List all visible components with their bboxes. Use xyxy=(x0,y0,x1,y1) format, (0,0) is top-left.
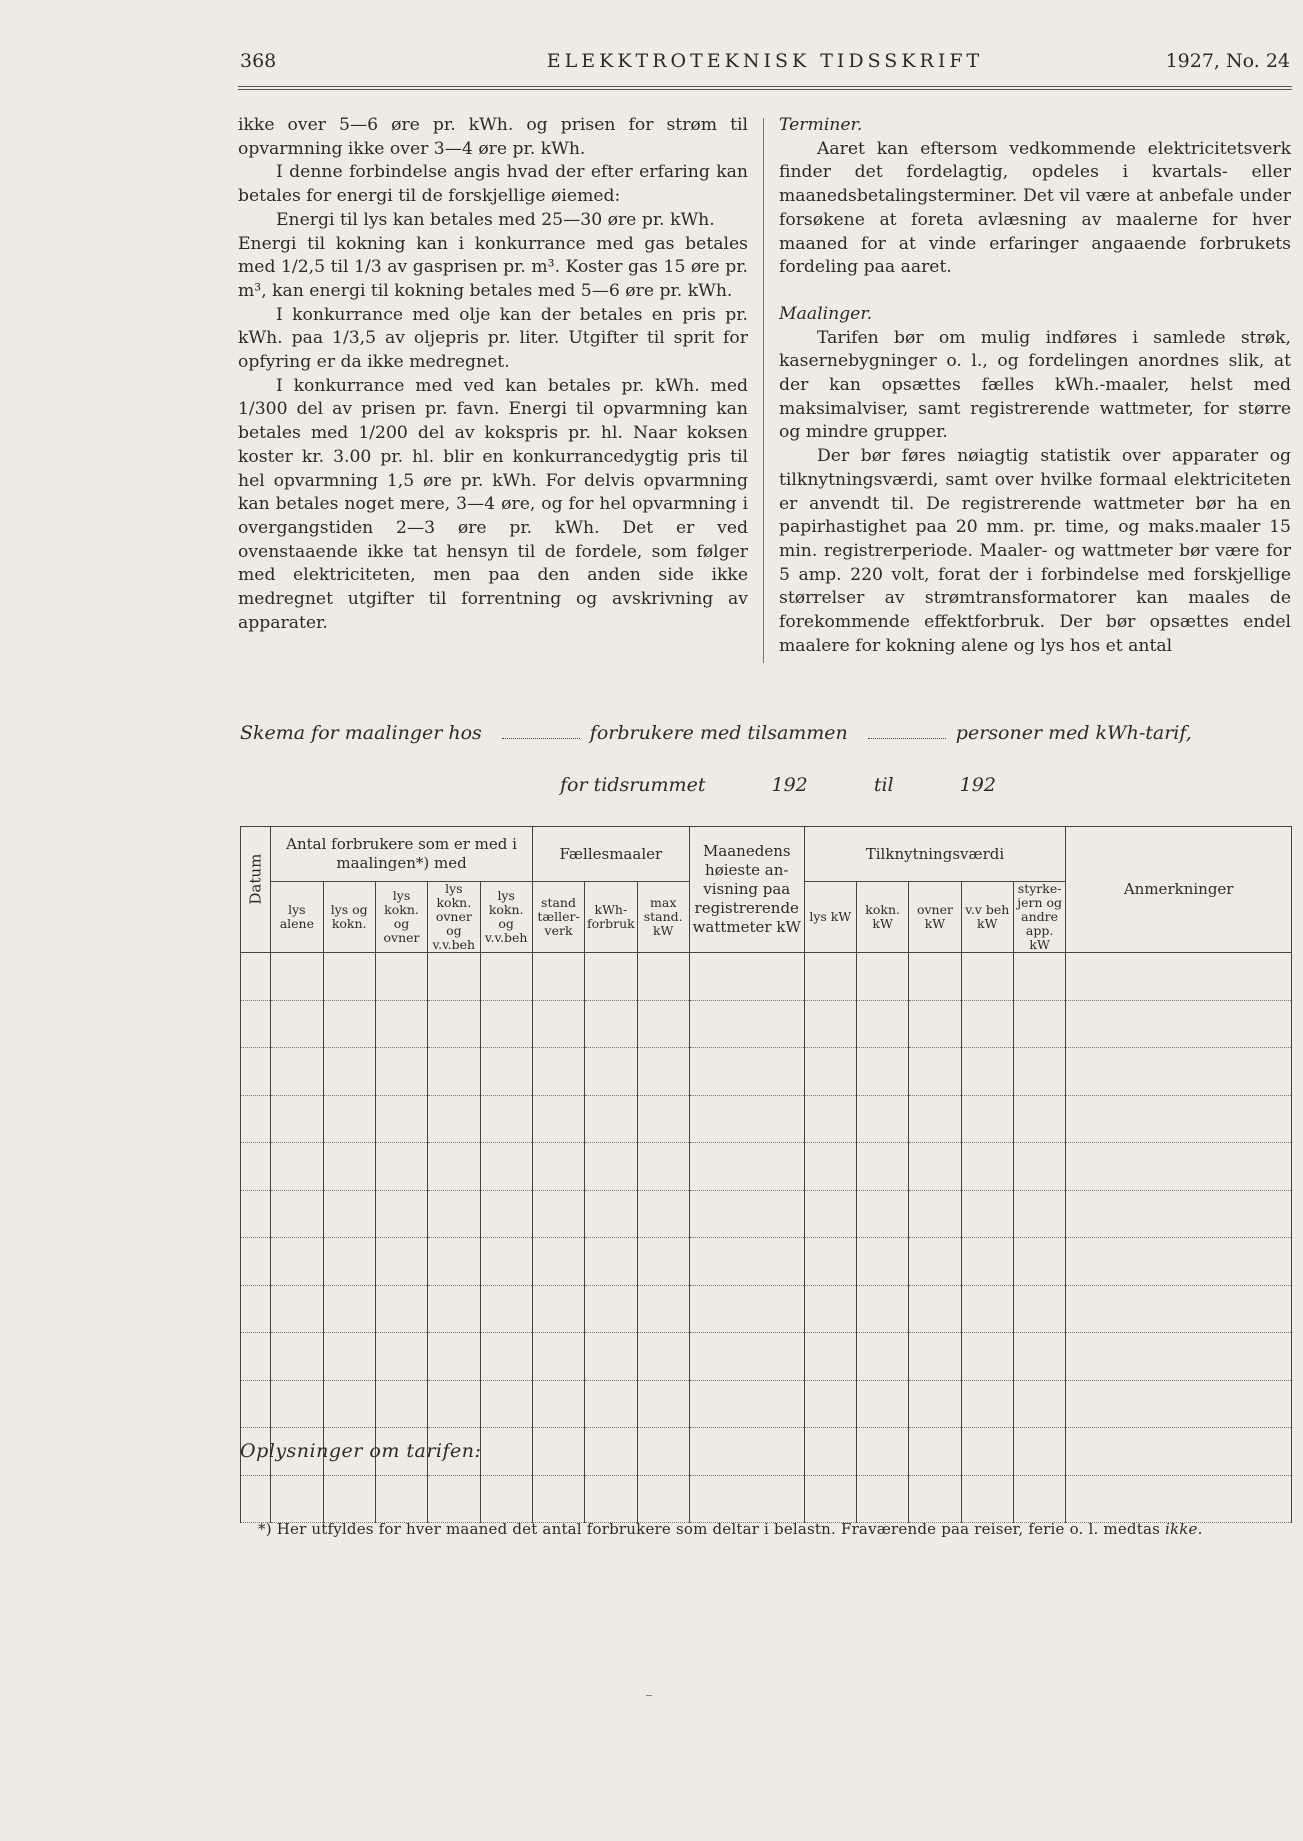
schema-title xyxy=(240,722,1292,744)
table-cell xyxy=(961,1428,1013,1476)
table-cell xyxy=(585,1380,637,1428)
table-cell xyxy=(375,1000,427,1048)
table-cell xyxy=(1013,1238,1065,1286)
table-cell xyxy=(375,1380,427,1428)
sub-header: lys kokn. og ovner xyxy=(375,882,427,953)
table-cell xyxy=(428,1285,480,1333)
table-cell xyxy=(961,1143,1013,1191)
table-cell xyxy=(480,1475,532,1523)
schema-title-part: Skema for maalinger hos xyxy=(240,722,482,744)
table-cell xyxy=(961,1380,1013,1428)
table-cell xyxy=(1066,953,1292,1001)
issue-label: 1927, No. 24 xyxy=(1165,50,1290,72)
table-cell xyxy=(1013,1428,1065,1476)
measurement-table xyxy=(240,826,1292,1523)
year-from: 192 xyxy=(771,774,808,796)
table-cell xyxy=(856,1428,908,1476)
table-cell xyxy=(241,1095,271,1143)
table-cell xyxy=(856,1285,908,1333)
table-cell xyxy=(637,1380,689,1428)
table-cell xyxy=(271,953,323,1001)
header-datum: Datum xyxy=(241,827,271,953)
table-cell xyxy=(271,1380,323,1428)
schema-title-part: personer med kWh-tarif, xyxy=(955,722,1192,744)
table-cell xyxy=(532,1143,584,1191)
table-cell xyxy=(637,1333,689,1381)
paragraph: I denne forbindelse angis hvad der efter erfaring kan betales for energi til de forskjellige øiemed: xyxy=(238,162,748,207)
table-cell xyxy=(689,1238,804,1286)
year-to: 192 xyxy=(959,774,996,796)
table-cell xyxy=(323,1143,375,1191)
table-cell xyxy=(271,1475,323,1523)
table-cell xyxy=(1013,1475,1065,1523)
table-cell xyxy=(961,1475,1013,1523)
table-cell xyxy=(585,953,637,1001)
blank-line xyxy=(502,738,580,739)
table-cell xyxy=(241,1285,271,1333)
table-cell xyxy=(241,1190,271,1238)
table-cell xyxy=(1066,1333,1292,1381)
table-cell xyxy=(428,953,480,1001)
sub-header: styrke-jern og andre app. kW xyxy=(1013,882,1065,953)
paragraph: Energi til lys kan betales med 25—30 øre pr. kWh. xyxy=(276,209,715,230)
header-anmerkninger: Anmerkninger xyxy=(1066,827,1292,953)
table-cell xyxy=(532,1475,584,1523)
table-cell xyxy=(689,1380,804,1428)
table-cell xyxy=(637,1190,689,1238)
table-cell xyxy=(1013,1190,1065,1238)
sub-header: kWh-forbruk xyxy=(585,882,637,953)
table-cell xyxy=(909,1428,961,1476)
table-cell xyxy=(428,1190,480,1238)
table-cell xyxy=(532,1428,584,1476)
table-cell xyxy=(689,1475,804,1523)
table-cell xyxy=(637,953,689,1001)
table-cell xyxy=(375,1285,427,1333)
paragraph: I konkurrance med olje kan der betales en pris pr. kWh. paa 1/3,5 av oljepris pr. liter. Utgifter til sprit for opfyring er da ikke medregnet. xyxy=(238,304,748,373)
schema-period xyxy=(560,774,1056,796)
table-row xyxy=(241,1143,1292,1191)
til-label: til xyxy=(873,774,894,796)
sub-header: lys og kokn. xyxy=(323,882,375,953)
table-cell xyxy=(532,1333,584,1381)
table-cell xyxy=(637,1428,689,1476)
paragraph: Aaret kan eftersom vedkommende elektricitetsverk finder det fordelagtig, opdeles i kvartals- eller maanedsbetalingsterminer. Det vil være at anbefale under forsøkene at foreta avlæsning av maalerne for hver maaned for at vinde erfaringer angaaende forbrukets fordeling paa aaret. xyxy=(779,138,1291,278)
table-cell xyxy=(637,1095,689,1143)
table-cell xyxy=(480,1048,532,1096)
column-divider xyxy=(763,118,764,663)
table-cell xyxy=(909,1380,961,1428)
table-row xyxy=(241,1475,1292,1523)
table-cell xyxy=(1066,1380,1292,1428)
paragraph: ikke over 5—6 øre pr. kWh. og prisen for strøm til opvarmning ikke over 3—4 øre pr. kWh. xyxy=(238,115,748,159)
table-cell xyxy=(804,1143,856,1191)
table-cell xyxy=(271,1238,323,1286)
table-cell xyxy=(804,1238,856,1286)
table-cell xyxy=(532,1048,584,1096)
table-cell xyxy=(689,953,804,1001)
sub-header: stand tæller-verk xyxy=(532,882,584,953)
section-heading: Maalinger. xyxy=(779,303,873,324)
table-cell xyxy=(428,1380,480,1428)
table-cell xyxy=(1013,1333,1065,1381)
table-cell xyxy=(804,1190,856,1238)
table-cell xyxy=(375,1475,427,1523)
table-cell xyxy=(271,1048,323,1096)
table-cell xyxy=(585,1095,637,1143)
table-cell xyxy=(1066,1190,1292,1238)
table-cell xyxy=(375,1095,427,1143)
table-cell xyxy=(323,1048,375,1096)
table-cell xyxy=(532,1000,584,1048)
table-row xyxy=(241,1000,1292,1048)
table-cell xyxy=(689,1190,804,1238)
table-cell xyxy=(585,1475,637,1523)
table-cell xyxy=(637,1475,689,1523)
table-cell xyxy=(241,1048,271,1096)
table-cell xyxy=(1066,1428,1292,1476)
table-row xyxy=(241,1190,1292,1238)
table-cell xyxy=(1013,1048,1065,1096)
table-cell xyxy=(585,1428,637,1476)
table-cell xyxy=(1013,1000,1065,1048)
table-row xyxy=(241,1333,1292,1381)
table-cell xyxy=(856,1000,908,1048)
header-maanedens-hoieste: Maanedens høieste an-visning paa registrerende wattmeter kW xyxy=(689,827,804,953)
sub-header: lys kW xyxy=(804,882,856,953)
table-cell xyxy=(909,1000,961,1048)
table-cell xyxy=(241,1475,271,1523)
header-tilknytningsvaerdi: Tilknytningsværdi xyxy=(804,827,1066,882)
table-cell xyxy=(428,1475,480,1523)
running-header xyxy=(240,50,1290,80)
table-row xyxy=(241,1380,1292,1428)
table-cell xyxy=(856,1190,908,1238)
table-cell xyxy=(1066,1285,1292,1333)
table-cell xyxy=(271,1190,323,1238)
table-cell xyxy=(909,1095,961,1143)
header-antal-forbrukere: Antal forbrukere som er med i maalingen*) med xyxy=(271,827,533,882)
footnote xyxy=(258,1520,1203,1538)
paragraph: I konkurrance med ved kan betales pr. kWh. med 1/300 del av prisen pr. favn. Energi til opvarmning kan betales med 1/200 del av kokspris pr. hl. Naar koksen koster kr. 3.00 pr. hl. blir en konkurrancedygtig pris til hel opvarmning 1,5 øre pr. kWh. For delvis opvarmning kan betales noget mere, 3—4 øre, og for hel opvarmning i overgangstiden 2—3 øre pr. kWh. Det er ved ovenstaaende ikke tat hensyn til de fordele, som følger med elektriciteten, men paa den anden side ikke medregnet utgifter til forrentning og avskrivning av apparater. xyxy=(238,375,748,633)
table-cell xyxy=(375,1143,427,1191)
period-label: for tidsrummet xyxy=(560,774,706,796)
table-cell xyxy=(1066,1475,1292,1523)
table-cell xyxy=(375,1333,427,1381)
header-faellesmaaler: Fællesmaaler xyxy=(532,827,689,882)
sub-header: lys kokn. ovner og v.v.beh xyxy=(428,882,480,953)
table-cell xyxy=(480,1000,532,1048)
table-cell xyxy=(909,1238,961,1286)
table-cell xyxy=(241,1000,271,1048)
table-cell xyxy=(909,1475,961,1523)
mark xyxy=(646,1695,652,1696)
table-cell xyxy=(804,953,856,1001)
table-cell xyxy=(323,1475,375,1523)
table-cell xyxy=(480,1333,532,1381)
table-cell xyxy=(961,1000,1013,1048)
table-cell xyxy=(585,1048,637,1096)
sub-header: lys alene xyxy=(271,882,323,953)
table-cell xyxy=(961,1238,1013,1286)
table-cell xyxy=(804,1048,856,1096)
header-rule xyxy=(238,86,1292,87)
table-cell xyxy=(428,1238,480,1286)
blank-line xyxy=(868,738,946,739)
table-cell xyxy=(637,1238,689,1286)
table-cell xyxy=(689,1000,804,1048)
footnote-emphasis: ikke. xyxy=(1164,1520,1203,1538)
table-cell xyxy=(961,1333,1013,1381)
table-cell xyxy=(532,1095,584,1143)
table-cell xyxy=(480,1428,532,1476)
table-cell xyxy=(909,1048,961,1096)
table-cell xyxy=(637,1285,689,1333)
table-cell xyxy=(585,1190,637,1238)
table-cell xyxy=(585,1000,637,1048)
table-cell xyxy=(428,1000,480,1048)
table-cell xyxy=(480,1285,532,1333)
table-cell xyxy=(271,1285,323,1333)
table-cell xyxy=(480,1380,532,1428)
table-cell xyxy=(856,1095,908,1143)
table-cell xyxy=(856,1475,908,1523)
table-cell xyxy=(804,1000,856,1048)
table-cell xyxy=(241,1143,271,1191)
paragraph: Tarifen bør om mulig indføres i samlede strøk, kasernebygninger o. l., og fordelingen anordnes slik, at der kan opsættes fælles kWh.-maaler, helst med maksimalviser, samt registrerende wattmeter, for større og mindre grupper. xyxy=(779,327,1291,443)
table-cell xyxy=(909,953,961,1001)
table-cell xyxy=(689,1143,804,1191)
sub-header: ovner kW xyxy=(909,882,961,953)
table-cell xyxy=(804,1380,856,1428)
table-cell xyxy=(1013,1285,1065,1333)
table-cell xyxy=(480,1143,532,1191)
table-cell xyxy=(323,1095,375,1143)
table-cell xyxy=(428,1333,480,1381)
table-row xyxy=(241,1285,1292,1333)
table-cell xyxy=(323,1285,375,1333)
table-cell xyxy=(271,1000,323,1048)
table-cell xyxy=(1013,1095,1065,1143)
table-cell xyxy=(689,1428,804,1476)
table-cell xyxy=(804,1095,856,1143)
table-cell xyxy=(856,1238,908,1286)
table-cell xyxy=(856,1333,908,1381)
table-cell xyxy=(375,1048,427,1096)
table-cell xyxy=(241,1380,271,1428)
table-cell xyxy=(909,1333,961,1381)
table-cell xyxy=(532,1238,584,1286)
table-cell xyxy=(480,1095,532,1143)
table-cell xyxy=(637,1143,689,1191)
table-cell xyxy=(271,1095,323,1143)
table-cell xyxy=(1066,1143,1292,1191)
table-cell xyxy=(961,1048,1013,1096)
sub-header: kokn. kW xyxy=(856,882,908,953)
table-cell xyxy=(428,1095,480,1143)
sub-header: max stand. kW xyxy=(637,882,689,953)
table-cell xyxy=(241,1333,271,1381)
table-cell xyxy=(480,1238,532,1286)
table-cell xyxy=(1066,1238,1292,1286)
table-row xyxy=(241,1238,1292,1286)
table-cell xyxy=(856,1380,908,1428)
table-row xyxy=(241,953,1292,1001)
table-cell xyxy=(532,1285,584,1333)
sub-header: v.v beh kW xyxy=(961,882,1013,953)
table-cell xyxy=(1013,1143,1065,1191)
table-cell xyxy=(532,953,584,1001)
journal-title: ELEKKTROTEKNISK TIDSSKRIFT xyxy=(546,50,984,72)
table-cell xyxy=(909,1285,961,1333)
table-cell xyxy=(909,1190,961,1238)
table-cell xyxy=(961,1095,1013,1143)
table-cell xyxy=(323,953,375,1001)
table-cell xyxy=(375,953,427,1001)
table-cell xyxy=(1066,1048,1292,1096)
header-rule xyxy=(238,89,1292,90)
table-cell xyxy=(241,1238,271,1286)
table-cell xyxy=(585,1285,637,1333)
page-number: 368 xyxy=(240,50,277,72)
schema-title-part: forbrukere med tilsammen xyxy=(589,722,848,744)
table-cell xyxy=(856,1143,908,1191)
footnote-text: *) Her utfyldes for hver maaned det antal forbrukere som deltar i belastn. Fraværende paa reiser, ferie o. l. medtas xyxy=(258,1520,1160,1538)
table-cell xyxy=(689,1095,804,1143)
table-row xyxy=(241,1095,1292,1143)
paragraph: Energi til kokning kan i konkurrance med gas betales med 1/2,5 til 1/3 av gasprisen pr. m³. Koster gas 15 øre pr. m³, kan energi til kokning betales med 5—6 øre pr. kWh. xyxy=(238,233,748,301)
table-cell xyxy=(585,1238,637,1286)
table-cell xyxy=(1066,1000,1292,1048)
section-heading: Terminer. xyxy=(779,115,863,135)
table-cell xyxy=(804,1285,856,1333)
tariff-info-label: Oplysninger om tarifen: xyxy=(240,1440,482,1462)
table-cell xyxy=(689,1048,804,1096)
table-cell xyxy=(375,1190,427,1238)
left-column xyxy=(238,114,748,635)
table-cell xyxy=(585,1333,637,1381)
table-cell xyxy=(961,1190,1013,1238)
table-cell xyxy=(585,1143,637,1191)
table-cell xyxy=(804,1475,856,1523)
table-cell xyxy=(241,953,271,1001)
table-cell xyxy=(1013,953,1065,1001)
table-cell xyxy=(804,1333,856,1381)
table-cell xyxy=(480,953,532,1001)
table-cell xyxy=(323,1380,375,1428)
table-cell xyxy=(856,1048,908,1096)
table-cell xyxy=(271,1143,323,1191)
table-cell xyxy=(323,1333,375,1381)
table-cell xyxy=(856,953,908,1001)
table-cell xyxy=(532,1190,584,1238)
table-cell xyxy=(323,1190,375,1238)
table-cell xyxy=(271,1333,323,1381)
table-cell xyxy=(375,1238,427,1286)
table-cell xyxy=(961,1285,1013,1333)
table-cell xyxy=(689,1285,804,1333)
table-cell xyxy=(428,1048,480,1096)
table-cell xyxy=(428,1143,480,1191)
table-cell xyxy=(804,1428,856,1476)
table-cell xyxy=(323,1000,375,1048)
table-cell xyxy=(1066,1095,1292,1143)
table-cell xyxy=(909,1143,961,1191)
table-cell xyxy=(961,953,1013,1001)
table-cell xyxy=(1013,1380,1065,1428)
sub-header: lys kokn. og v.v.beh xyxy=(480,882,532,953)
table-cell xyxy=(480,1190,532,1238)
paragraph: Der bør føres nøiagtig statistik over apparater og tilknytningsværdi, samt over hvilke formaal elektriciteten er anvendt til. De registrerende wattmeter bør ha en papirhastighet paa 20 mm. pr. time, og maks.maaler 15 min. registrerperiode. Maaler- og wattmeter bør være for 5 amp. 220 volt, forat der i forbindelse med forskjellige størrelser av strømtransformatorer kan maales de forekommende effektforbruk. Der bør opsættes endel maalere for kokning alene og lys hos et antal xyxy=(779,446,1291,656)
table-cell xyxy=(532,1380,584,1428)
table-row xyxy=(241,1048,1292,1096)
table-cell xyxy=(323,1238,375,1286)
right-column xyxy=(779,114,1291,658)
table-cell xyxy=(689,1333,804,1381)
table-cell xyxy=(637,1000,689,1048)
table-cell xyxy=(637,1048,689,1096)
